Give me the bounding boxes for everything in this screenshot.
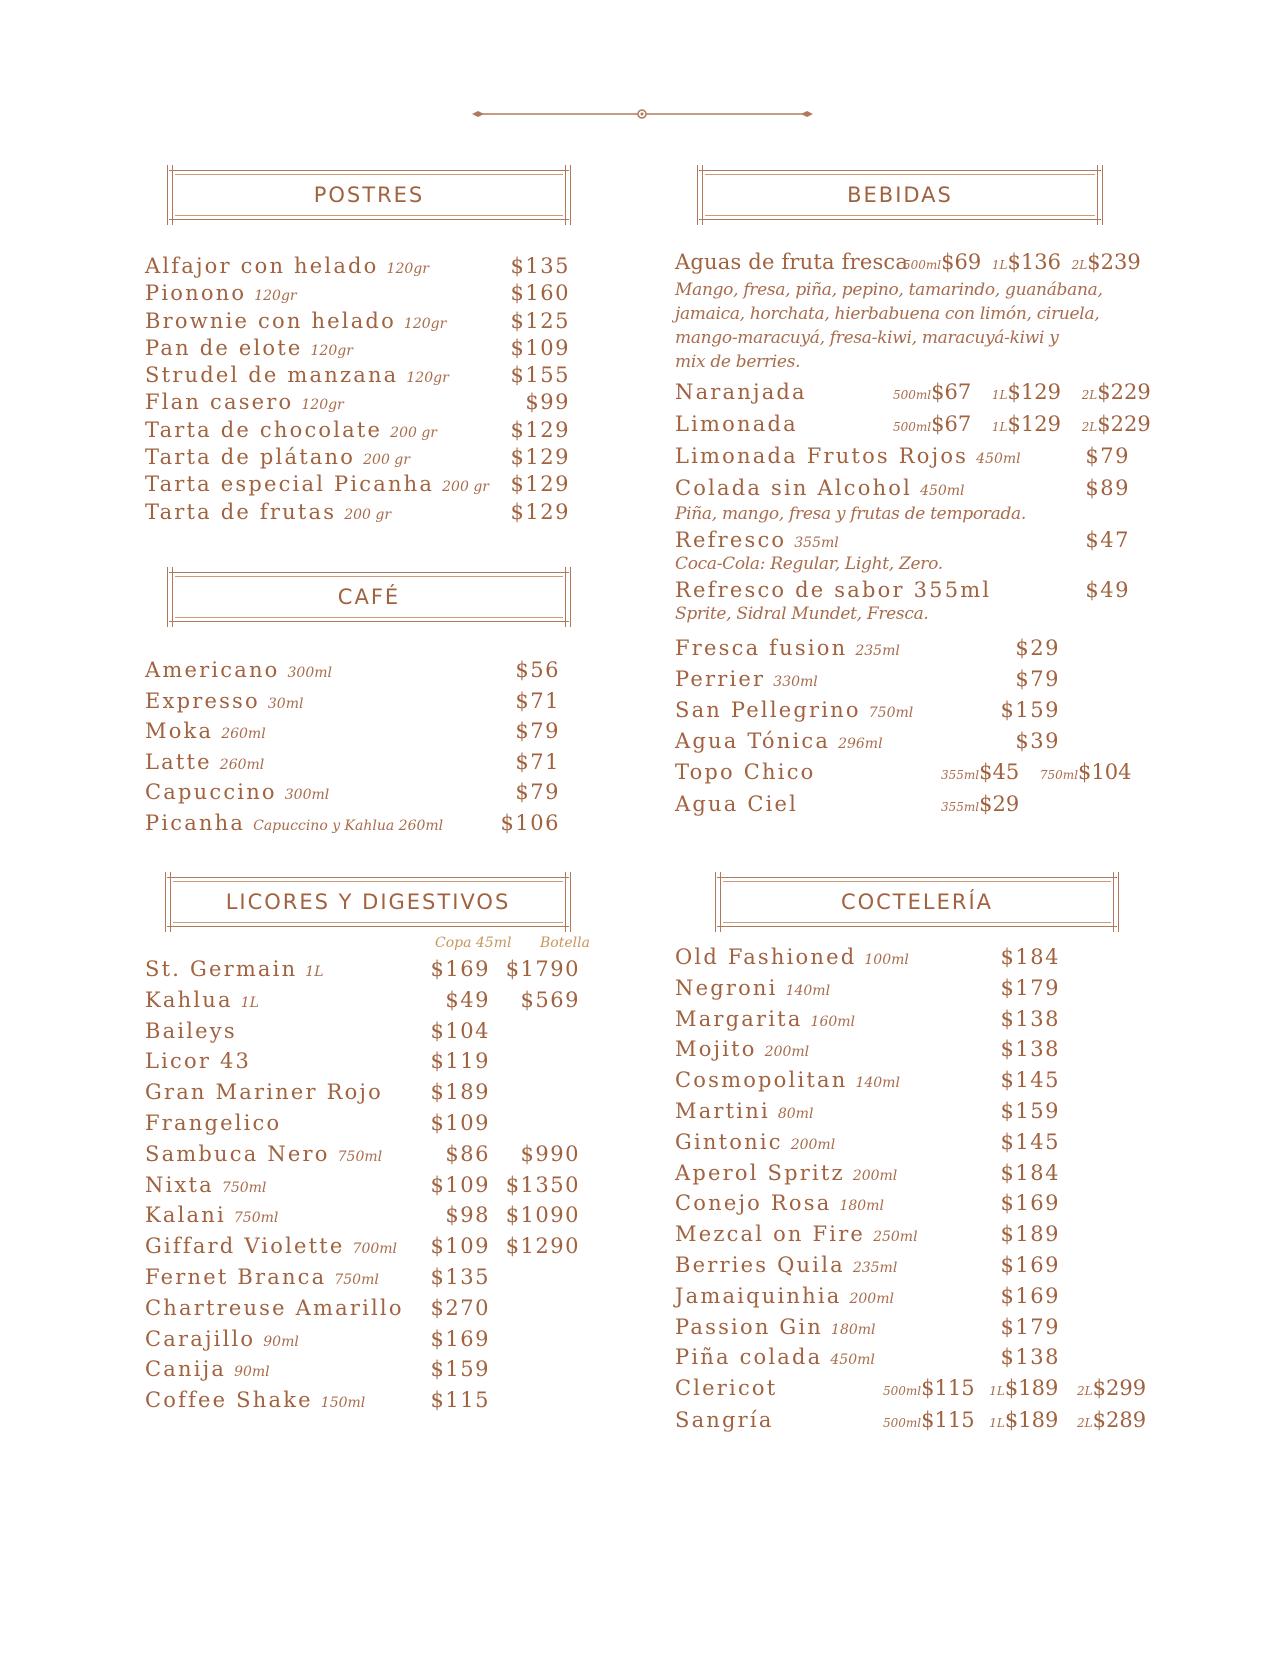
item-name: Nixta (145, 1172, 214, 1197)
item-size: 120gr (310, 342, 353, 359)
menu-item-aguas (675, 250, 1141, 278)
item-size: 30ml (267, 695, 304, 712)
item-name: Carajillo (145, 1326, 256, 1351)
item-size: 450ml (920, 483, 965, 499)
copa-price: $109 (430, 1110, 490, 1135)
copa-price: $115 (430, 1388, 490, 1413)
item-size: 750ml (334, 1271, 379, 1288)
item-price: $169 (1000, 1252, 1060, 1277)
copa-price: $109 (430, 1234, 490, 1259)
item-price: $89 (1085, 476, 1130, 500)
cocteleria-section (675, 877, 1147, 1440)
item-name: Chartreuse Amarillo (145, 1295, 404, 1320)
item-price: $29 (979, 792, 1020, 816)
list-item (145, 988, 600, 1019)
item-size: 80ml (777, 1105, 814, 1122)
item-name: Sambuca Nero (145, 1141, 330, 1166)
item-price: $189 (1004, 1376, 1059, 1401)
item-price: $47 (1085, 528, 1130, 552)
item-name: Limonada (675, 412, 798, 436)
item-name: Mojito (675, 1037, 757, 1062)
item-price: $145 (1000, 1129, 1060, 1154)
list-item (145, 418, 600, 445)
list-item (145, 472, 600, 499)
item-size: 120gr (403, 315, 447, 332)
item-name: Conejo Rosa (675, 1191, 832, 1216)
item-price: $106 (500, 810, 560, 835)
item-name: Capuccino (145, 780, 277, 805)
item-price: $159 (1000, 1098, 1060, 1123)
item-size: 2L (1081, 388, 1098, 402)
item-size: 1L (991, 420, 1008, 434)
item-size: 200ml (764, 1044, 810, 1061)
list-item (675, 729, 1130, 760)
copa-price: $270 (430, 1295, 490, 1320)
item-price: $239 (1087, 250, 1141, 274)
cocteleria-title: COCTELERÍA (840, 890, 994, 914)
copa-price: $169 (430, 957, 490, 981)
item-name: Gran Mariner Rojo (145, 1080, 383, 1105)
item-size: 200ml (849, 1290, 894, 1307)
copa-price: $159 (430, 1357, 490, 1382)
item-name: Piña colada (675, 1345, 823, 1370)
list-item (145, 1265, 600, 1296)
list-item (675, 1037, 1130, 1068)
list-item (145, 689, 600, 720)
item-size: 100ml (864, 952, 909, 968)
item-size: 500ml (883, 1384, 922, 1399)
list-item (675, 1161, 1130, 1192)
item-name: Aguas de fruta fresca (675, 250, 909, 274)
list-item (675, 1315, 1130, 1346)
item-price: $179 (1000, 1314, 1060, 1339)
item-size: 235ml (855, 643, 900, 659)
list-item (145, 1019, 600, 1050)
item-size: 250ml (873, 1229, 918, 1246)
list-item (145, 1203, 600, 1234)
list-item (675, 1130, 1130, 1161)
item-price: $109 (510, 335, 570, 360)
item-price: $136 (1007, 250, 1061, 274)
item-name: Canija (145, 1357, 227, 1382)
item-size: 90ml (234, 1364, 270, 1381)
item-name: Limonada Frutos Rojos (675, 444, 969, 468)
item-price: $129 (1007, 380, 1061, 404)
item-name: Licor 43 (145, 1049, 252, 1074)
list-item (145, 1080, 600, 1111)
menu-item-limonada (675, 412, 1151, 444)
list-item (145, 1357, 600, 1388)
item-size: 200ml (790, 1136, 836, 1153)
item-size: 450ml (830, 1352, 875, 1369)
item-name: Americano (145, 658, 280, 682)
item-name: Sangría (675, 1408, 774, 1433)
list-item (675, 1068, 1130, 1099)
item-price: $160 (510, 281, 570, 306)
list-item (675, 1007, 1130, 1038)
menu-item-refresco-sabor (675, 578, 1130, 602)
item-size: 1L (991, 258, 1008, 272)
item-name: Colada sin Alcohol (675, 476, 913, 500)
item-price: $104 (1078, 760, 1132, 784)
menu-item-naranjada (675, 380, 1151, 412)
item-size: 500ml (903, 258, 942, 272)
item-name: Agua Tónica (675, 729, 831, 753)
item-name: Kahlua (145, 987, 233, 1012)
aguas-description-2: jamaica, horchata, hierbabuena con limón, ciruela, (675, 304, 1100, 324)
list-item (145, 281, 600, 308)
list-item (675, 976, 1130, 1007)
item-size: 200 gr (344, 506, 392, 523)
item-name: Margarita (675, 1006, 803, 1031)
item-size: 160ml (810, 1013, 856, 1030)
item-size: 500ml (893, 388, 932, 402)
item-size: 120gr (254, 288, 297, 305)
item-size: 200 gr (363, 452, 410, 469)
item-name: Refresco (675, 528, 787, 552)
list-item (145, 336, 600, 363)
item-size: 180ml (831, 1321, 876, 1338)
item-price: $155 (510, 363, 570, 388)
item-name: Old Fashioned (675, 945, 857, 969)
item-name: Cosmopolitan (675, 1068, 848, 1093)
item-name: Naranjada (675, 380, 807, 404)
item-size: 2L (1077, 1416, 1093, 1431)
copa-price: $49 (445, 987, 490, 1012)
item-name: Tarta de frutas (145, 499, 337, 524)
item-size: 750ml (233, 1210, 279, 1227)
item-size: 200 gr (390, 424, 437, 441)
item-size: 180ml (839, 1198, 884, 1215)
item-price: $56 (515, 658, 560, 682)
botella-column-header: Botella (540, 935, 590, 951)
item-price: $138 (1000, 1345, 1060, 1370)
cafe-section (145, 572, 600, 842)
item-size: 355ml (941, 768, 980, 782)
list-item (145, 363, 600, 390)
menu-item-limonada-frutos (675, 444, 1130, 476)
item-price: $129 (1007, 412, 1061, 436)
item-size: 260ml (219, 756, 265, 773)
item-name: Baileys (145, 1018, 237, 1043)
item-price: $179 (1000, 975, 1060, 1000)
licores-section (145, 877, 600, 1419)
item-size: 500ml (893, 420, 932, 434)
menu-item-refresco (675, 528, 1130, 552)
item-price: $129 (510, 472, 570, 497)
botella-price: $1290 (505, 1234, 580, 1259)
item-size: 200 gr (442, 479, 489, 496)
cocteleria-list (675, 945, 1130, 1376)
item-price: $184 (1000, 945, 1060, 969)
item-price: $129 (510, 417, 570, 442)
list-item (675, 945, 1130, 976)
list-item (145, 500, 600, 527)
item-price: $115 (921, 1376, 975, 1401)
item-size: 1L (991, 388, 1008, 402)
item-name: Coffee Shake (145, 1388, 313, 1413)
refresco-description: Coca-Cola: Regular, Light, Zero. (675, 554, 943, 574)
list-item (145, 957, 600, 988)
item-price: $99 (525, 390, 570, 415)
item-name: Refresco de sabor 355ml (675, 578, 992, 602)
list-item (145, 658, 600, 689)
menu-item-colada (675, 476, 1130, 502)
refresco-sabor-description: Sprite, Sidral Mundet, Fresca. (675, 604, 929, 624)
list-item (675, 1099, 1130, 1130)
item-size: Capuccino y Kahlua 260ml (253, 817, 444, 834)
list-item (675, 1222, 1130, 1253)
copa-price: $109 (430, 1172, 490, 1197)
item-name: Frangelico (145, 1110, 282, 1135)
item-name: Berries Quila (675, 1252, 845, 1277)
item-size: 300ml (284, 787, 330, 804)
item-size: 1L (305, 964, 324, 980)
item-price: $69 (941, 250, 982, 274)
list-item (145, 1327, 600, 1358)
list-item (145, 1049, 600, 1080)
menu-item-clericot (675, 1376, 1147, 1408)
list-item (675, 1191, 1130, 1222)
bebidas-section (675, 170, 1151, 824)
item-name: Giffard Violette (145, 1234, 345, 1259)
item-size: 140ml (785, 982, 831, 999)
item-name: Moka (145, 719, 214, 744)
item-size: 200ml (852, 1167, 898, 1184)
list-item (145, 390, 600, 417)
copa-price: $86 (445, 1141, 490, 1166)
cafe-banner (169, 572, 569, 622)
botella-price: $1790 (505, 957, 580, 981)
list-item (675, 1345, 1130, 1376)
item-size: 260ml (221, 726, 266, 743)
item-size: 2L (1071, 258, 1088, 272)
item-name: Martini (675, 1098, 770, 1123)
item-size: 296ml (838, 736, 883, 752)
item-size: 120gr (406, 370, 449, 387)
aguas-description-3: mango-maracuyá, fresa-kiwi, maracuyá-kiwi y (675, 328, 1059, 348)
item-name: Fresca fusion (675, 636, 848, 660)
item-price: $71 (515, 688, 560, 713)
item-price: $129 (510, 499, 570, 524)
item-size: 1L (240, 994, 259, 1011)
item-size: 140ml (855, 1075, 900, 1092)
item-name: Pionono (145, 281, 247, 306)
item-size: 235ml (852, 1259, 898, 1276)
item-price: $184 (1000, 1160, 1060, 1185)
item-size: 750ml (221, 1179, 267, 1196)
bebidas-title: BEBIDAS (847, 183, 953, 207)
item-name: Tarta especial Picanha (145, 472, 435, 497)
copa-price: $169 (430, 1326, 490, 1351)
list-item (145, 445, 600, 472)
list-item (145, 719, 600, 750)
item-name: Brownie con helado (145, 308, 396, 333)
item-price: $71 (515, 749, 560, 774)
item-name: Clericot (675, 1376, 778, 1401)
item-name: Tarta de plátano (145, 445, 356, 470)
list-item (145, 309, 600, 336)
item-name: Negroni (675, 975, 778, 1000)
postres-banner (169, 170, 569, 220)
botella-price: $1090 (505, 1203, 580, 1228)
item-price: $138 (1000, 1037, 1060, 1062)
copa-price: $135 (430, 1264, 490, 1289)
item-price: $45 (979, 760, 1020, 784)
item-name: Topo Chico (675, 760, 816, 784)
item-price: $115 (921, 1408, 975, 1433)
bebidas-banner (699, 170, 1101, 220)
item-name: Agua Ciel (675, 792, 799, 816)
item-price: $79 (1015, 667, 1060, 691)
item-name: Perrier (675, 667, 766, 691)
item-price: $125 (510, 308, 570, 333)
copa-price: $104 (430, 1018, 490, 1043)
copa-column-header: Copa 45ml (435, 935, 512, 951)
item-price: $145 (1000, 1068, 1060, 1093)
top-ornament (470, 106, 815, 122)
item-name: Mezcal on Fire (675, 1222, 866, 1247)
item-size: 120gr (386, 261, 429, 277)
item-name: Latte (145, 749, 212, 774)
item-size: 1L (989, 1416, 1005, 1431)
item-name: Passion Gin (675, 1314, 824, 1339)
postres-title: POSTRES (313, 183, 425, 207)
item-price: $299 (1092, 1376, 1147, 1401)
list-item (675, 636, 1130, 667)
item-size: 300ml (287, 665, 332, 681)
item-name: Fernet Branca (145, 1264, 327, 1289)
item-size: 750ml (1039, 768, 1079, 782)
list-item (145, 1388, 600, 1419)
menu-item-sangria (675, 1408, 1147, 1440)
list-item (675, 667, 1130, 698)
item-price: $29 (1015, 636, 1060, 660)
item-name: Picanha (145, 810, 246, 835)
item-price: $49 (1085, 578, 1130, 602)
list-item (145, 254, 600, 281)
cafe-list (145, 658, 600, 842)
item-name: Alfajor con helado (145, 254, 379, 278)
item-name: St. Germain (145, 957, 298, 981)
item-name: Expresso (145, 688, 260, 713)
aguas-description-1: Mango, fresa, piña, pepino, tamarindo, guanábana, (675, 280, 1103, 300)
list-item (145, 750, 600, 781)
item-price: $67 (931, 412, 972, 436)
item-name: Kalani (145, 1203, 226, 1228)
item-name: Pan de elote (145, 335, 303, 360)
item-price: $189 (1004, 1408, 1059, 1433)
item-name: Flan casero (145, 390, 294, 415)
list-item (145, 1234, 600, 1265)
botella-price: $990 (520, 1141, 580, 1166)
list-item (675, 698, 1130, 729)
item-name: Jamaiquinhia (675, 1283, 842, 1308)
item-name: Gintonic (675, 1129, 783, 1154)
list-item (145, 1111, 600, 1142)
list-item (145, 1142, 600, 1173)
item-size: 450ml (976, 451, 1021, 467)
item-size: 90ml (263, 1333, 299, 1350)
item-size: 750ml (868, 705, 914, 721)
item-name: Strudel de manzana (145, 363, 399, 388)
cafe-title: CAFÉ (337, 585, 401, 609)
menu-item-agua-ciel (675, 792, 1130, 824)
postres-list (145, 254, 600, 527)
colada-description: Piña, mango, fresa y frutas de temporada. (675, 504, 1026, 524)
item-size: 2L (1081, 420, 1098, 434)
item-price: $79 (515, 719, 560, 744)
item-size: 120gr (301, 397, 344, 414)
cocteleria-banner (717, 877, 1117, 927)
licores-list (145, 957, 600, 1419)
list-item (145, 1296, 600, 1327)
copa-price: $98 (445, 1203, 490, 1228)
item-size: 1L (989, 1384, 1005, 1399)
item-price: $79 (515, 780, 560, 805)
item-price: $189 (1000, 1222, 1060, 1247)
item-size: 150ml (320, 1395, 366, 1412)
bebidas-list (675, 636, 1130, 760)
item-size: 2L (1077, 1384, 1093, 1399)
item-price: $129 (510, 445, 570, 470)
list-item (145, 1173, 600, 1204)
item-name: San Pellegrino (675, 698, 861, 722)
licores-title: LICORES Y DIGESTIVOS (225, 890, 511, 914)
item-name: Aperol Spritz (675, 1160, 845, 1185)
menu-item-topo-chico (675, 760, 1130, 792)
item-price: $169 (1000, 1283, 1060, 1308)
list-item (145, 780, 600, 811)
aguas-description-4: mix de berries. (675, 352, 801, 372)
item-size: 330ml (773, 674, 818, 690)
item-size: 750ml (337, 1148, 383, 1165)
item-price: $289 (1092, 1408, 1147, 1433)
item-size: 355ml (941, 800, 980, 814)
item-size: 355ml (794, 535, 839, 551)
copa-price: $189 (430, 1080, 490, 1105)
item-price: $169 (1000, 1191, 1060, 1216)
item-price: $159 (1000, 698, 1060, 722)
licores-banner (167, 877, 569, 927)
botella-price: $569 (520, 987, 580, 1012)
postres-section (145, 170, 600, 527)
item-size: 500ml (883, 1416, 922, 1431)
item-price: $138 (1000, 1006, 1060, 1031)
item-name: Tarta de chocolate (145, 417, 383, 442)
item-price: $229 (1097, 412, 1151, 436)
botella-price: $1350 (505, 1172, 580, 1197)
item-size: 700ml (352, 1241, 398, 1258)
list-item (675, 1253, 1130, 1284)
list-item (145, 811, 600, 842)
item-price: $67 (931, 380, 972, 404)
item-price: $135 (510, 254, 570, 278)
copa-price: $119 (430, 1049, 490, 1074)
list-item (675, 1284, 1130, 1315)
item-price: $39 (1015, 729, 1060, 753)
item-price: $229 (1097, 380, 1151, 404)
item-price: $79 (1085, 444, 1130, 468)
